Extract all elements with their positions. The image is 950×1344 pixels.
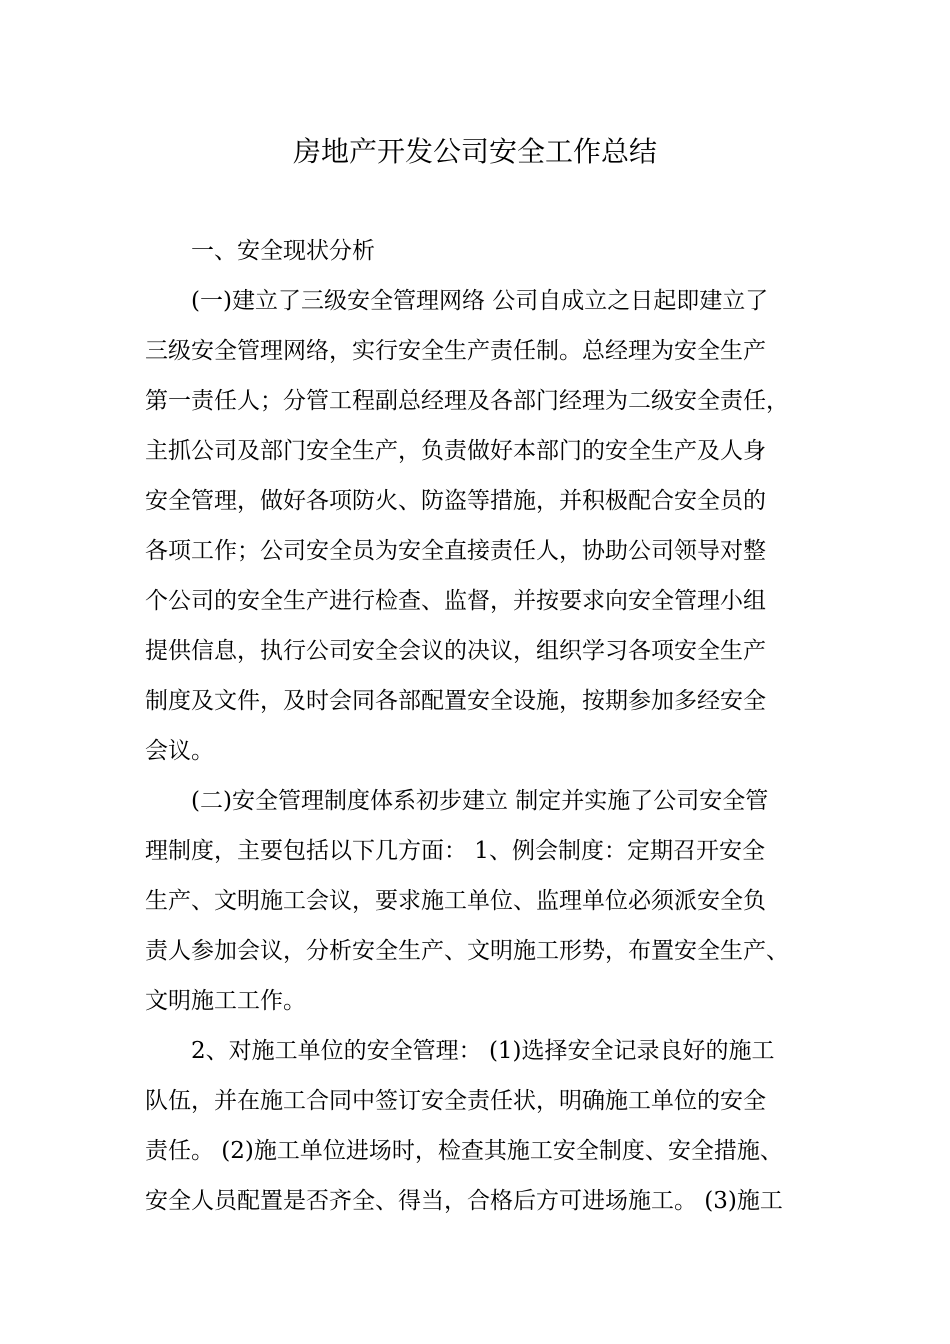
paragraph-line: 责任。 (2)施工单位进场时，检查其施工安全制度、安全措施、 bbox=[145, 1138, 783, 1164]
paragraph-line: (二)安全管理制度体系初步建立 制定并实施了公司安全管 bbox=[191, 788, 769, 814]
paragraph-line: (一)建立了三级安全管理网络 公司自成立之日起即建立了 bbox=[191, 288, 769, 314]
paragraph-line: 队伍，并在施工合同中签订安全责任状，明确施工单位的安全 bbox=[145, 1088, 766, 1114]
paragraph-line: 制度及文件，及时会同各部配置安全设施，按期参加多经安全 bbox=[145, 688, 766, 714]
paragraph-line: 第一责任人；分管工程副总经理及各部门经理为二级安全责任， bbox=[145, 388, 789, 414]
paragraph-line: 三级安全管理网络，实行安全生产责任制。总经理为安全生产 bbox=[145, 338, 766, 364]
document-body bbox=[145, 226, 815, 1226]
section-heading-1: 一、安全现状分析 bbox=[191, 238, 375, 264]
paragraph-line: 文明施工工作。 bbox=[145, 988, 306, 1014]
paragraph-line: 个公司的安全生产进行检查、监督，并按要求向安全管理小组 bbox=[145, 588, 766, 614]
paragraph-line: 提供信息，执行公司安全会议的决议，组织学习各项安全生产 bbox=[145, 638, 766, 664]
paragraph-line: 安全管理，做好各项防火、防盗等措施，并积极配合安全员的 bbox=[145, 488, 766, 514]
paragraph-line: 理制度，主要包括以下几方面： 1、例会制度：定期召开安全 bbox=[145, 838, 765, 864]
paragraph-line: 责人参加会议，分析安全生产、文明施工形势，布置安全生产、 bbox=[145, 938, 789, 964]
paragraph-line: 各项工作；公司安全员为安全直接责任人，协助公司领导对整 bbox=[145, 538, 766, 564]
paragraph-line: 主抓公司及部门安全生产，负责做好本部门的安全生产及人身 bbox=[145, 438, 766, 464]
paragraph-line: 会议。 bbox=[145, 738, 214, 764]
paragraph-line: 2、对施工单位的安全管理： (1)选择安全记录良好的施工 bbox=[191, 1038, 775, 1064]
document-title: 房地产开发公司安全工作总结 bbox=[292, 135, 657, 168]
paragraph-line: 安全人员配置是否齐全、得当，合格后方可进场施工。 (3)施工 bbox=[145, 1188, 783, 1214]
paragraph-line: 生产、文明施工会议，要求施工单位、监理单位必须派安全负 bbox=[145, 888, 766, 914]
